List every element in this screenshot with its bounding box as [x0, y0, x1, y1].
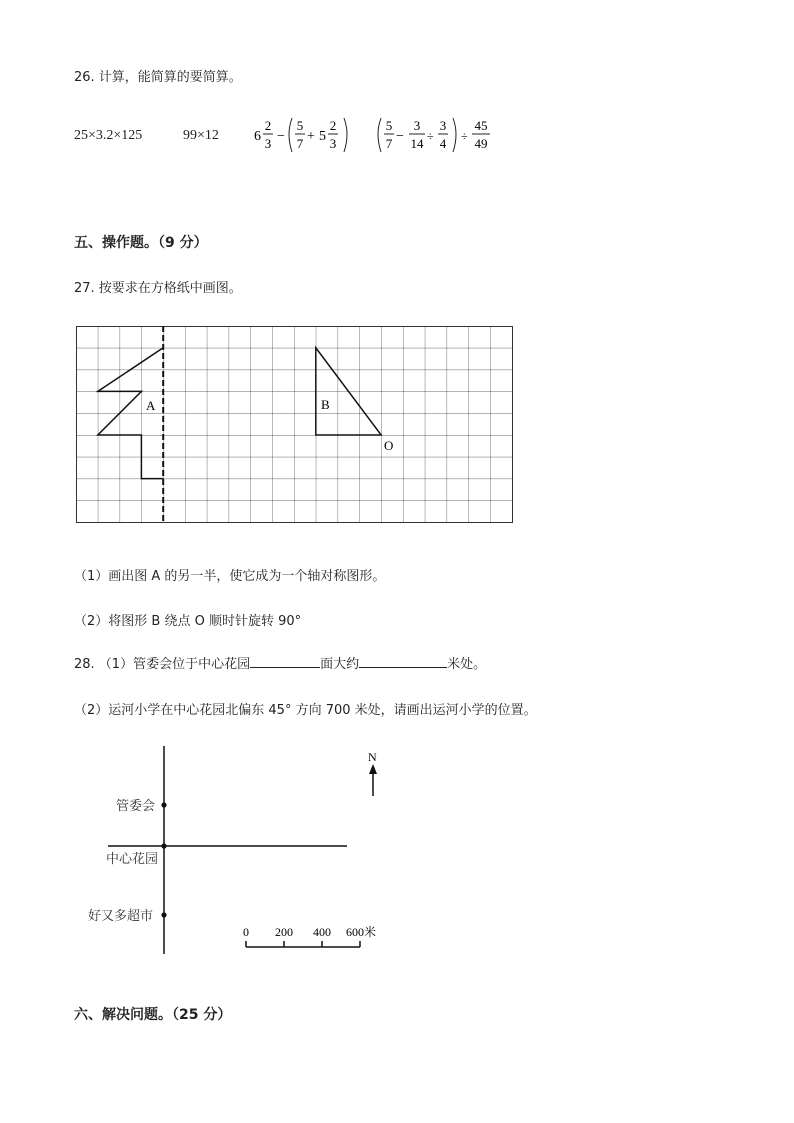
point-center-park — [161, 843, 166, 848]
expr3-rparen — [344, 118, 347, 152]
label-a: A — [146, 398, 156, 413]
q26-expr1: 25×3.2×125 — [74, 128, 143, 143]
q26-title: 26. 计算，能简算的要简算。 — [74, 70, 242, 85]
expr4-d2: 14 — [410, 136, 424, 151]
expr4-div2: ÷ — [461, 129, 468, 143]
label-office: 管委会 — [116, 798, 156, 813]
expr4-n3: 3 — [439, 118, 447, 133]
q26-expr4 — [373, 112, 498, 160]
expr3-lparen — [289, 118, 292, 152]
grid-paper — [77, 327, 513, 523]
q26-expr2: 99×12 — [183, 128, 219, 143]
expr3-plus: + — [307, 129, 315, 144]
expr4-n4: 45 — [474, 118, 488, 133]
answer-blank-distance[interactable] — [359, 655, 447, 668]
point-supermarket — [161, 912, 166, 917]
q28-line2: （2）运河小学在中心花园北偏东 45° 方向 700 米处，请画出运河小学的位置。 — [74, 703, 537, 718]
expr3-whole: 6 — [254, 129, 261, 144]
q28-line1-c: 米处。 — [447, 657, 487, 672]
expr3-minus: − — [277, 129, 285, 144]
expr4-n1: 5 — [385, 118, 393, 133]
point-office — [161, 802, 166, 807]
label-b: B — [321, 397, 330, 412]
expr4-n2: 3 — [413, 118, 421, 133]
scale-label-600: 600米 — [346, 925, 377, 939]
q27-sub2: （2）将图形 B 绕点 O 顺时针旋转 90° — [74, 614, 302, 629]
expr3-d1: 3 — [264, 136, 272, 151]
expr4-rparen — [453, 118, 456, 152]
section5-title: 五、操作题。（9 分） — [74, 235, 208, 251]
expr3-d3: 3 — [329, 136, 337, 151]
expr4-d3: 4 — [439, 136, 447, 151]
q26-expr3 — [252, 112, 357, 160]
scale-label-400: 400 — [313, 925, 331, 939]
grid-figure — [76, 326, 514, 526]
expr3-whole2: 5 — [319, 129, 326, 144]
map-figure — [80, 742, 390, 957]
q28-line1-b: 面大约 — [320, 657, 360, 672]
scale-label-200: 200 — [275, 925, 293, 939]
expr4-lparen — [378, 118, 381, 152]
q28-line1-a: 28. （1）管委会位于中心花园 — [74, 657, 251, 672]
expr4-d4: 49 — [474, 136, 488, 151]
expr3-d2: 7 — [296, 136, 304, 151]
expr3-n3: 2 — [329, 118, 337, 133]
north-label: N — [368, 750, 377, 764]
label-supermarket: 好又多超市 — [88, 908, 154, 923]
expr4-div1: ÷ — [427, 129, 434, 143]
expr3-n1: 2 — [264, 118, 272, 133]
q27-sub1: （1）画出图 A 的另一半，使它成为一个轴对称图形。 — [74, 569, 386, 584]
expr4-d1: 7 — [385, 136, 393, 151]
scale-label-0: 0 — [243, 925, 249, 939]
expr4-minus: − — [396, 129, 404, 144]
scale-bar — [246, 941, 360, 947]
label-o: O — [384, 438, 394, 453]
north-arrow-icon — [369, 764, 377, 796]
expr3-n2: 5 — [296, 118, 304, 133]
label-center-park: 中心花园 — [106, 851, 159, 866]
q28-line1 — [74, 653, 486, 672]
answer-blank-direction[interactable] — [250, 655, 320, 668]
section6-title: 六、解决问题。（25 分） — [74, 1007, 232, 1023]
q27-title: 27. 按要求在方格纸中画图。 — [74, 281, 242, 296]
